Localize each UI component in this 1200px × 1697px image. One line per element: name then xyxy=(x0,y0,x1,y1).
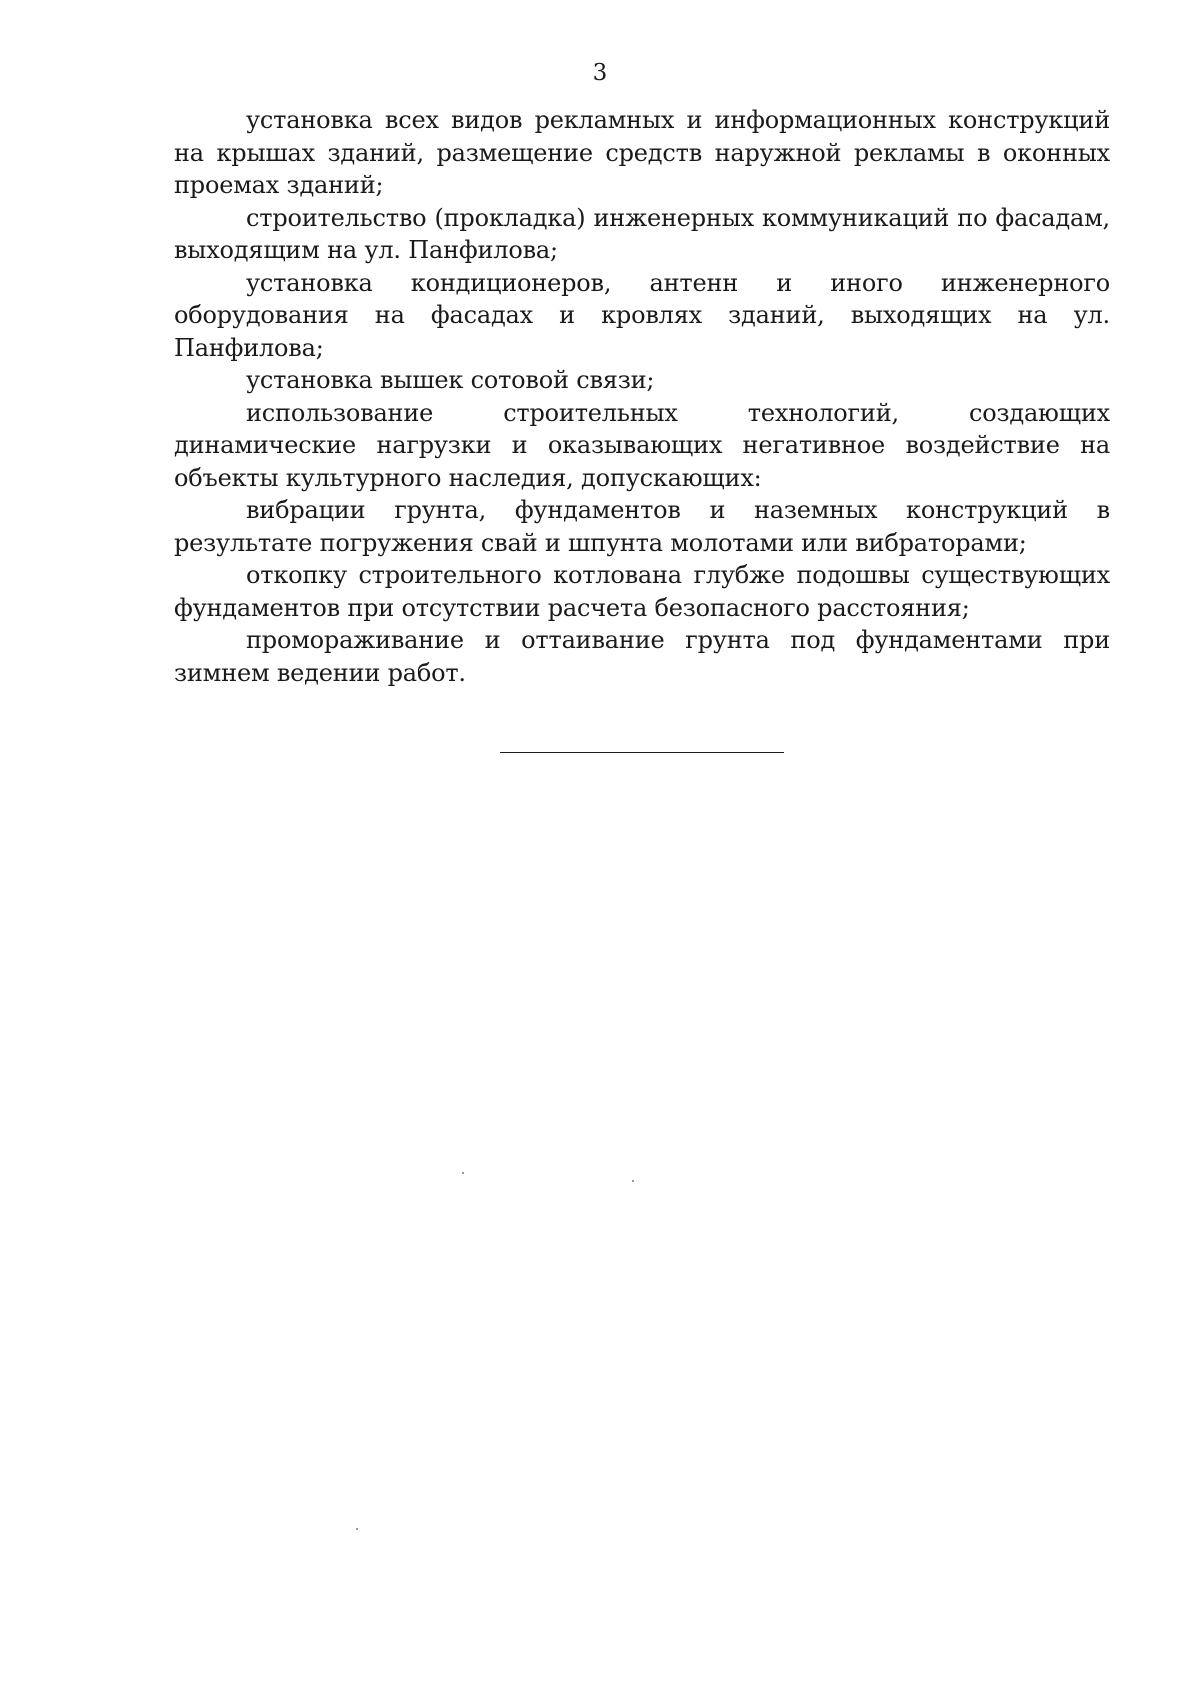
paragraph-engineering-utilities: строительство (прокладка) инженерных коммуникаций по фасадам, выходящим на ул. Панфилова; xyxy=(174,203,1110,264)
scan-speck xyxy=(632,1180,634,1182)
paragraph-construction-technologies: использование строительных технологий, создающих динамические нагрузки и оказывающих негативное воздействие на объекты культурного наследия, допускающих: xyxy=(174,398,1110,492)
paragraph-air-conditioners: установка кондиционеров, антенн и иного инженерного оборудования на фасадах и кровлях зданий, выходящих на ул. Панфилова; xyxy=(174,268,1110,362)
end-of-text-rule xyxy=(500,752,784,753)
scan-speck xyxy=(356,1528,358,1530)
paragraph-vibrations: вибрации грунта, фундаментов и наземных конструкций в результате погружения свай и шпунта молотами или вибраторами; xyxy=(174,496,1110,557)
paragraph-cell-towers: установка вышек сотовой связи; xyxy=(246,366,655,394)
paragraph-freezing-thawing: промораживание и оттаивание грунта под фундаментами при зимнем ведении работ. xyxy=(174,626,1110,687)
paragraph-advertising-structures: установка всех видов рекламных и информационных конструкций на крышах зданий, размещение средств наружной рекламы в оконных проемах зданий; xyxy=(174,106,1110,199)
scan-speck xyxy=(462,1172,464,1174)
page-number: 3 xyxy=(592,60,608,86)
document-body xyxy=(174,104,1110,689)
paragraph-excavation: откопку строительного котлована глубже подошвы существующих фундаментов при отсутствии расчета безопасного расстояния; xyxy=(174,561,1110,622)
